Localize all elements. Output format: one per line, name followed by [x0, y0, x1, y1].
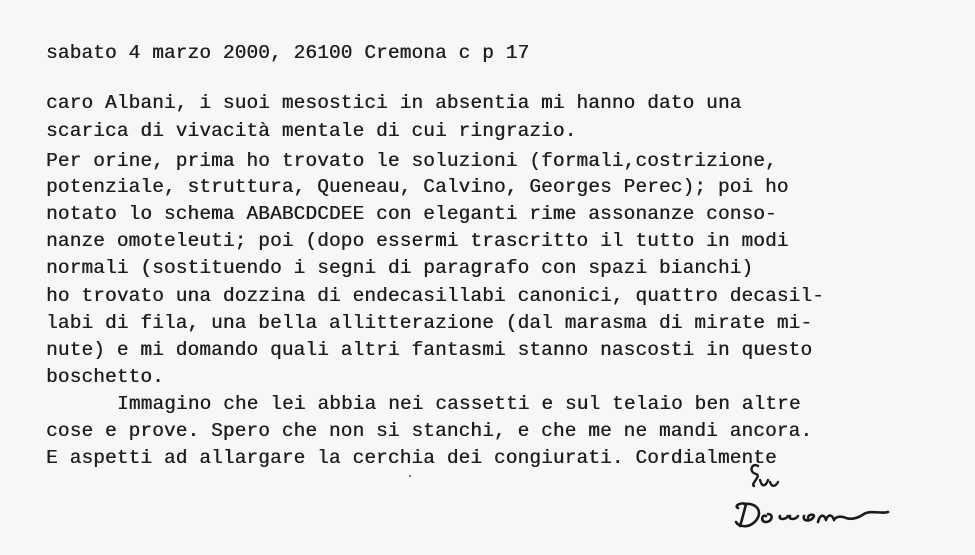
- handwritten-signature: [730, 458, 910, 538]
- body-line: Per orine, prima ho trovato le soluzioni (formali,costrizione,: [46, 150, 777, 172]
- body-line: boschetto.: [46, 366, 164, 388]
- body-line: ho trovato una dozzina di endecasillabi canonici, quattro decasil-: [46, 285, 824, 307]
- body-line: notato lo schema ABABCDCDEE con eleganti rime assonanze conso-: [46, 203, 777, 225]
- body-line: potenziale, struttura, Queneau, Calvino, Georges Perec); poi ho: [46, 176, 789, 198]
- body-line: nute) e mi domando quali altri fantasmi stanno nascosti in questo: [46, 339, 813, 361]
- body-line: scarica di vivacità mentale di cui ringrazio.: [46, 120, 577, 142]
- closing-line: cose e prove. Spero che non si stanchi, e che me ne mandi ancora.: [46, 420, 813, 442]
- closing-line: E aspetti ad allargare la cerchia dei congiurati. Cordialmente: [46, 447, 777, 469]
- body-line: labi di fila, una bella allitterazione (dal marasma di mirate mi-: [46, 312, 813, 334]
- body-line: normali (sostituendo i segni di paragrafo con spazi bianchi): [46, 257, 754, 279]
- closing-line: Immagino che lei abbia nei cassetti e sul telaio ben altre: [117, 393, 801, 415]
- paper-speck: [409, 475, 411, 477]
- body-line: caro Albani, i suoi mesostici in absentia mi hanno dato una: [46, 92, 742, 114]
- body-line: nanze omoteleuti; poi (dopo essermi trascritto il tutto in modi: [46, 230, 789, 252]
- dateline: sabato 4 marzo 2000, 26100 Cremona c p 17: [46, 42, 530, 64]
